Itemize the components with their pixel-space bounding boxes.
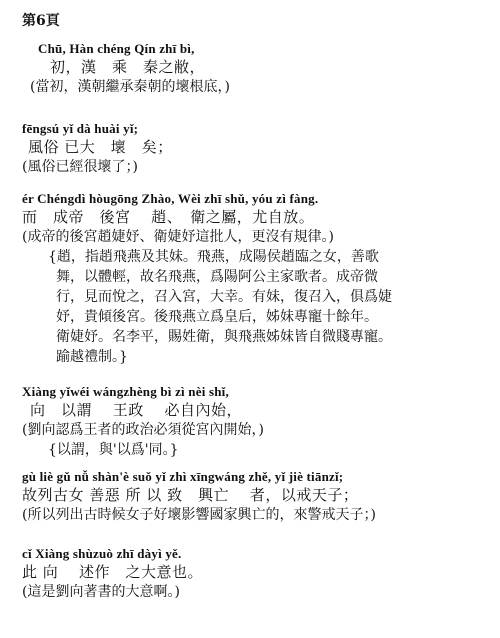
pinyin-line: Xiàng yǐwéi wángzhèng bì zì nèi shǐ, [22,384,229,399]
pinyin-line: ér Chéngdì hòugōng Zhào, Wèi zhī shǔ, yóu zì fàng. [22,191,319,206]
gloss-line: 踰越禮制。} [56,349,128,365]
pinyin-line: Chū, Hàn chéng Qín zhī bì, [38,41,195,56]
chinese-line: 向 以謂 王政 必自內始， [30,401,243,419]
translation-line: (成帝的後宮趙婕妤、衛婕妤這批人，更沒有規律。) [22,229,334,245]
passage-section [22,120,173,177]
chinese-line: 初，漢 乘 秦之敝， [50,58,206,76]
passage-section [22,468,376,525]
pinyin-line: gù liè gǔ nǚ shàn'è suǒ yǐ zhì xīngwáng zhě, yǐ jiè tiānzǐ; [22,469,344,484]
chinese-line: 故列古女 善惡 所 以 致 興亡 者，以戒天子； [22,486,359,504]
passage-section [22,190,392,367]
pinyin-line: fēngsú yǐ dà huài yǐ; [22,121,139,136]
translation-line: (當初，漢朝繼承秦朝的壞根底，) [30,79,230,95]
chinese-line: 此 向 述作 之大意也。 [22,563,204,581]
gloss-line: 行，見而悅之，召入宮，大幸。有妹，復召入，俱爲婕 [56,289,392,305]
gloss-line: 妤，貴傾後宮。後飛燕立爲皇后，姊妹專寵十餘年。 [56,309,378,325]
page-number: 第6頁 [22,13,60,29]
gloss-line: 舞，以體輕，故名飛燕，爲陽阿公主家歌者。成帝微 [56,269,378,285]
pinyin-line: cǐ Xiàng shùzuò zhī dàyì yě. [22,546,182,561]
translation-line: (所以列出古時候女子好壞影響國家興亡的，來警戒天子；) [22,507,376,523]
chinese-line: 風俗 已大 壞 矣； [28,138,173,156]
translation-line: (這是劉向著書的大意啊。) [22,584,180,600]
passage-section [22,545,203,602]
gloss-line: {趙，指趙飛燕及其妹。飛燕，成陽侯趙臨之女，善歌 [48,249,379,265]
gloss-line: 衛婕妤。名李平，賜姓衛，與飛燕姊妹皆自微賤專寵。 [56,329,392,345]
gloss-line: {以謂，與'以爲'同。} [48,442,179,458]
chinese-line: 而 成帝 後宮 趙、 衛之屬，尤自放。 [22,208,315,226]
translation-line: (劉向認爲王者的政治必須從宮內開始，) [22,422,264,438]
passage-section [22,40,230,97]
passage-section [22,383,264,460]
translation-line: (風俗已經很壞了；) [22,159,138,175]
